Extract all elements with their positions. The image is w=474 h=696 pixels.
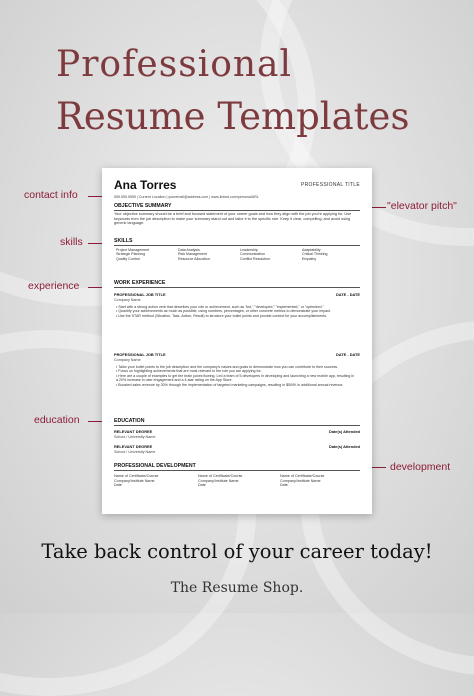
callout-education: education xyxy=(34,414,80,426)
skill-item: Adaptability xyxy=(302,248,321,252)
certificate-name: Name of Certificate/Course xyxy=(280,474,325,478)
education-1-row xyxy=(114,429,360,434)
certificate-name: Name of Certificate/Course xyxy=(114,474,159,478)
callout-line xyxy=(88,421,102,422)
section-objective-heading: OBJECTIVE SUMMARY xyxy=(114,203,360,211)
certificate-company: Company/Institute Name xyxy=(114,478,155,483)
bullet-item: • Here are a couple of examples to get the brain juices flowing. Led a team of 5 developers in developing and launching a new mobile app, resulting in a 20% increase in user engagement and a 4-star rating on the App Store. xyxy=(116,374,356,383)
callout-line xyxy=(88,196,102,197)
bullet-item: • Start with a strong action verb that describes your role or achievement, such as "led," "developed," "implemented," or "optimized." xyxy=(116,305,356,309)
callout-line xyxy=(372,467,386,468)
certificate-block xyxy=(280,474,360,488)
dates-attended: Date(s) Attended xyxy=(329,429,360,434)
job-title: PROFESSIONAL JOB TITLE xyxy=(114,352,166,357)
bullet-item: • Tailor your bullet points to the job description and the company's values and goals to demonstrate how you can contribute to their success. xyxy=(116,365,356,369)
certificate-date: Date xyxy=(198,483,206,487)
certificate-company: Company/Institute Name xyxy=(280,478,321,483)
skill-item: Data Analysis xyxy=(178,248,200,252)
skill-item: Communication xyxy=(240,252,265,257)
skill-item: Risk Management xyxy=(178,252,207,257)
certificate-date: Date xyxy=(280,483,288,487)
skill-item: Critical Thinking xyxy=(302,252,328,257)
headline-professional: Professional xyxy=(56,44,293,85)
certificate-block xyxy=(198,474,278,488)
job-company: Company Name xyxy=(114,298,141,302)
certificate-name: Name of Certificate/Course xyxy=(198,474,243,478)
job-1-bullets xyxy=(116,305,356,318)
certificate-block xyxy=(114,474,194,488)
bullet-item: • Use the STAR method (Situation, Task, Action, Result) to structure your bullet points and provide context for your accomplishments. xyxy=(116,314,356,318)
callout-contact-info: contact info xyxy=(24,189,78,201)
skill-item: Resource Allocation xyxy=(178,256,210,261)
school-name: School / University Name xyxy=(114,435,156,439)
resume-contact-line: 555.555.5555 | Current Location | youremail@address.com | www.linked.com/personalURL xyxy=(114,195,259,199)
certificate-company: Company/Institute Name xyxy=(198,478,239,483)
degree: RELEVANT DEGREE xyxy=(114,444,153,449)
skills-column-3 xyxy=(240,248,296,261)
callout-elevator-pitch: "elevator pitch" xyxy=(387,200,457,212)
tagline: Take back control of your career today! xyxy=(41,540,433,563)
objective-text: Your objective summary should be a brief and focused statement of your career goals and how they align with the job you're applying for. Use keywords from the job description to make your summary stand out and tailor it to the specific role. Keep it clear, compelling, and avoid using generic language. xyxy=(114,212,352,226)
shop-name: The Resume Shop. xyxy=(170,580,304,596)
job-dates: DATE - DATE xyxy=(335,292,360,297)
resume-page xyxy=(102,168,372,514)
job-1-title-row xyxy=(114,292,360,297)
section-experience-heading: WORK EXPERIENCE xyxy=(114,280,360,288)
bullet-item: • Focus on highlighting achievements that are most relevant to the role you are applying for. xyxy=(116,369,356,373)
degree: RELEVANT DEGREE xyxy=(114,429,153,434)
callout-experience: experience xyxy=(28,280,80,292)
skill-item: Strategic Planning xyxy=(116,252,146,257)
section-education-heading: EDUCATION xyxy=(114,418,360,426)
section-skills-heading: SKILLS xyxy=(114,238,360,246)
skill-item: Conflict Resolution xyxy=(240,256,270,261)
dates-attended: Date(s) Attended xyxy=(329,444,360,449)
callout-skills: skills xyxy=(60,236,83,248)
headline-resume-templates: Resume Templates xyxy=(56,95,410,138)
skills-column-4 xyxy=(302,248,358,261)
job-dates: DATE - DATE xyxy=(335,352,360,357)
resume-professional-title: PROFESSIONAL TITLE xyxy=(300,182,360,188)
callout-line xyxy=(88,243,102,244)
bullet-item: • Quantify your achievements as much as possible; using numbers, percentages, or other concrete metrics to demonstrate your impact. xyxy=(116,309,356,313)
callout-line xyxy=(88,287,102,288)
skill-item: Project Management xyxy=(116,248,150,252)
job-title: PROFESSIONAL JOB TITLE xyxy=(114,292,166,297)
skill-item: Empathy xyxy=(302,256,317,261)
job-2-title-row xyxy=(114,352,360,357)
certificate-date: Date xyxy=(114,483,122,487)
callout-line xyxy=(372,207,386,208)
job-2-bullets xyxy=(116,365,356,387)
resume-name: Ana Torres xyxy=(114,178,177,192)
skill-item: Leadership xyxy=(240,248,258,252)
skills-column-1 xyxy=(116,248,172,261)
education-2-row xyxy=(114,444,360,449)
bullet-item: • Boosted sales revenue by 30% through the implementation of targeted marketing campaigns, resulting in $500K in additional annual revenue. xyxy=(116,383,356,387)
skill-item: Quality Control xyxy=(116,256,140,261)
section-development-heading: PROFESSIONAL DEVELOPMENT xyxy=(114,463,360,471)
skills-column-2 xyxy=(178,248,234,261)
job-company: Company Name xyxy=(114,358,141,362)
school-name: School / University Name xyxy=(114,450,156,454)
callout-development: development xyxy=(390,461,451,473)
